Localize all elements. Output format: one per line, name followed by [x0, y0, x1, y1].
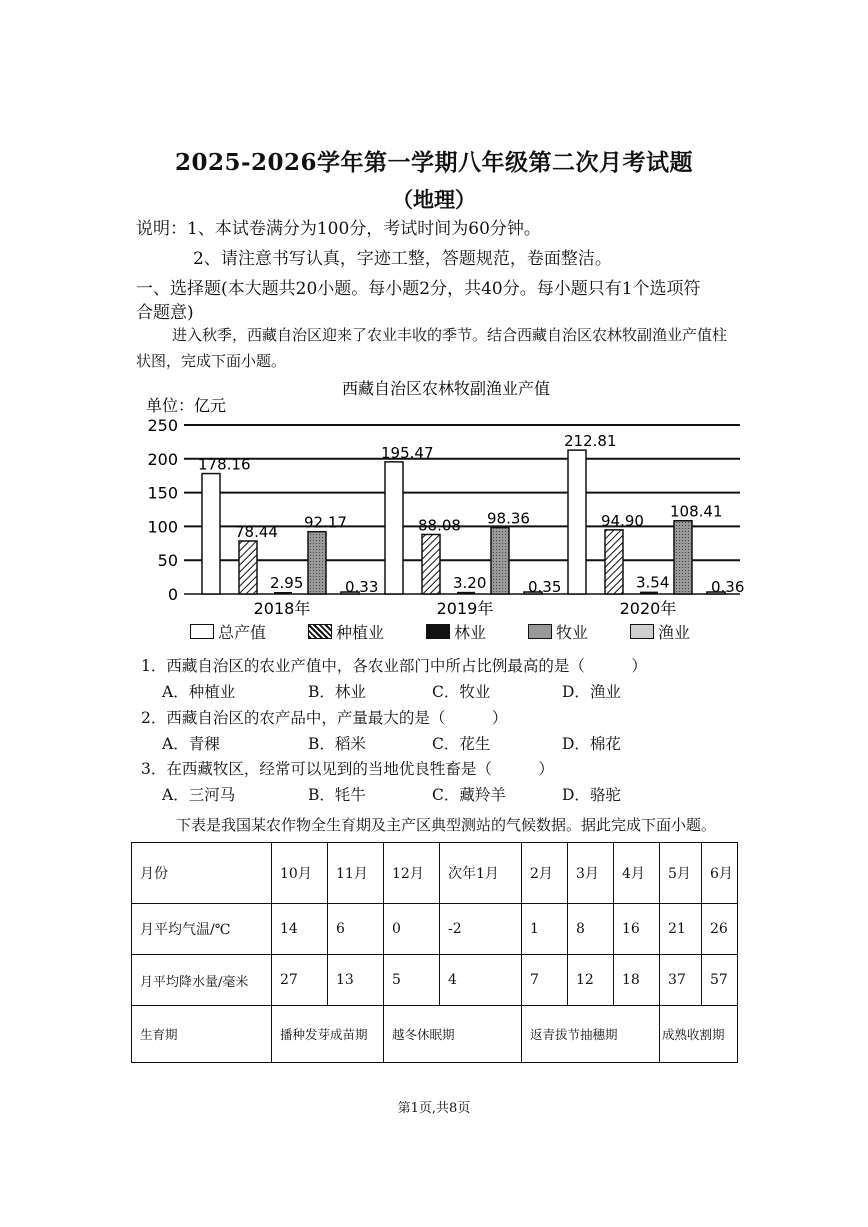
- table-cell: 次年1月: [440, 843, 522, 904]
- chart-title: 西藏自治区农林牧副渔业产值: [341, 379, 551, 398]
- table-cell: 3月: [568, 843, 614, 904]
- table-cell: 1: [522, 904, 568, 955]
- chart-intro: 进入秋季，西藏自治区迎来了农业丰收的季节。结合西藏自治区农林牧副渔业产值柱: [172, 326, 728, 344]
- q2-option-a[interactable]: A．青稞: [162, 735, 220, 753]
- table-cell: 26: [702, 904, 738, 955]
- question-2-stem: 2．西藏自治区的农产品中，产量最大的是（ ）: [141, 709, 508, 727]
- chart-intro-cont: 状图，完成下面小题。: [136, 352, 287, 370]
- bar-1-1: [422, 534, 440, 594]
- q1-option-a[interactable]: A．种植业: [162, 683, 236, 701]
- table-cell: 8: [568, 904, 614, 955]
- q2-option-d[interactable]: D．棉花: [562, 735, 621, 753]
- data-label: 3.20: [453, 573, 487, 592]
- data-label: 108.41: [670, 502, 723, 521]
- q1-option-c[interactable]: C．牧业: [432, 683, 491, 701]
- legend-swatch-hatch: [308, 624, 332, 639]
- y-tick-label: 150: [147, 483, 178, 503]
- instruction-line-1: 说明：1、本试卷满分为100分，考试时间为60分钟。: [136, 219, 541, 239]
- legend-fishery: 渔业: [630, 620, 690, 643]
- table-cell: 播种发芽成苗期: [272, 1006, 384, 1063]
- exam-subject: （地理）: [392, 187, 476, 212]
- data-label: 94.90: [601, 511, 644, 530]
- table-cell: 2月: [522, 843, 568, 904]
- table-cell: 13: [328, 955, 384, 1006]
- legend-swatch-gray: [528, 624, 552, 639]
- legend-swatch-dots: [630, 624, 654, 639]
- bar-2-1: [605, 530, 623, 594]
- data-label: 78.44: [235, 522, 278, 541]
- output-bar-chart: [136, 378, 746, 618]
- y-tick-label: 200: [147, 449, 178, 469]
- table-cell: 月份: [132, 843, 272, 904]
- legend-forestry: 林业: [426, 620, 486, 643]
- table-row-temperature: [132, 904, 738, 955]
- legend-planting: 种植业: [308, 620, 384, 643]
- data-label: 88.08: [418, 516, 461, 535]
- table-cell: 12: [568, 955, 614, 1006]
- table-cell: 27: [272, 955, 328, 1006]
- bar-2-3: [674, 521, 692, 594]
- question-3-stem: 3．在西藏牧区，经常可以见到的当地优良牲畜是（ ）: [141, 760, 554, 778]
- q2-option-c[interactable]: C．花生: [432, 735, 491, 753]
- y-tick-label: 100: [147, 517, 178, 537]
- instruction-line-2: 2、请注意书写认真，字迹工整，答题规范，卷面整洁。: [193, 249, 612, 269]
- bar-1-2: [457, 592, 475, 594]
- table-row-growth: [132, 1006, 738, 1063]
- table-cell: 月平均气温/℃: [132, 904, 272, 955]
- table-cell: 21: [660, 904, 702, 955]
- table-cell: 18: [614, 955, 660, 1006]
- section-heading: 一、选择题(本大题共20小题。每小题2分，共40分。每小题只有1个选项符: [136, 279, 701, 299]
- y-tick-label: 0: [167, 585, 178, 604]
- table-cell: 11月: [328, 843, 384, 904]
- data-label: 0.36: [711, 578, 745, 596]
- q3-option-b[interactable]: B．牦牛: [308, 786, 366, 804]
- data-label: 212.81: [564, 432, 617, 451]
- data-label: 195.47: [381, 443, 434, 462]
- table-cell: 成熟收割期: [660, 1006, 738, 1063]
- table-cell: 4: [440, 955, 522, 1006]
- data-label: 98.36: [487, 509, 530, 528]
- y-tick-label: 50: [157, 551, 178, 571]
- q3-option-c[interactable]: C．藏羚羊: [432, 786, 506, 804]
- x-tick-label: 2020年: [619, 599, 677, 618]
- question-1-stem: 1．西藏自治区的农业产值中，各农业部门中所占比例最高的是（ ）: [141, 657, 647, 675]
- table-cell: 月平均降水量/毫米: [132, 955, 272, 1006]
- legend-total: 总产值: [190, 620, 266, 643]
- legend-animal: 牧业: [528, 620, 588, 643]
- data-label: 0.35: [528, 578, 562, 596]
- table-cell: 5: [384, 955, 440, 1006]
- table-cell: 0: [384, 904, 440, 955]
- table-cell: 57: [702, 955, 738, 1006]
- table-cell: 5月: [660, 843, 702, 904]
- table-row-precipitation: [132, 955, 738, 1006]
- q3-option-d[interactable]: D．骆驼: [562, 786, 621, 804]
- data-label: 178.16: [198, 455, 251, 474]
- data-label: 3.54: [636, 573, 670, 592]
- y-tick-label: 250: [147, 416, 178, 435]
- table-cell: 10月: [272, 843, 328, 904]
- q1-option-b[interactable]: B．林业: [308, 683, 366, 701]
- data-label: 92.17: [304, 513, 347, 532]
- bar-0-1: [239, 541, 257, 594]
- bar-0-3: [308, 532, 326, 594]
- bar-2-0: [568, 450, 586, 594]
- x-tick-label: 2018年: [253, 599, 311, 618]
- table-cell: 生育期: [132, 1006, 272, 1063]
- exam-title: 2025-2026学年第一学期八年级第二次月考试题: [174, 149, 694, 176]
- table-cell: 16: [614, 904, 660, 955]
- q2-option-b[interactable]: B．稻米: [308, 735, 366, 753]
- table-intro: 下表是我国某农作物全生育期及主产区典型测站的气候数据。据此完成下面小题。: [176, 816, 717, 834]
- data-label: 2.95: [270, 574, 304, 592]
- table-cell: 6月: [702, 843, 738, 904]
- table-cell: -2: [440, 904, 522, 955]
- y-axis-label: 单位：亿元: [146, 396, 227, 415]
- x-tick-label: 2019年: [436, 599, 494, 618]
- section-heading-cont: 合题意): [136, 303, 194, 323]
- bar-0-2: [274, 592, 292, 594]
- table-row-month: [132, 843, 738, 904]
- table-cell: 越冬休眠期: [384, 1006, 522, 1063]
- table-cell: 14: [272, 904, 328, 955]
- climate-table: [131, 842, 738, 1063]
- table-cell: 6: [328, 904, 384, 955]
- table-cell: 12月: [384, 843, 440, 904]
- bar-0-0: [202, 474, 220, 594]
- table-cell: 4月: [614, 843, 660, 904]
- q1-option-d[interactable]: D．渔业: [562, 683, 621, 701]
- q3-option-a[interactable]: A．三河马: [162, 786, 236, 804]
- bar-1-0: [385, 462, 403, 594]
- legend-swatch-solid: [426, 624, 450, 639]
- page-footer: 第1页,共8页: [397, 1101, 471, 1116]
- table-cell: 37: [660, 955, 702, 1006]
- table-cell: 返青拔节抽穗期: [522, 1006, 660, 1063]
- bar-1-3: [491, 528, 509, 594]
- legend-swatch-blank: [190, 624, 214, 639]
- table-cell: 7: [522, 955, 568, 1006]
- bar-2-2: [640, 592, 658, 594]
- data-label: 0.33: [345, 578, 379, 596]
